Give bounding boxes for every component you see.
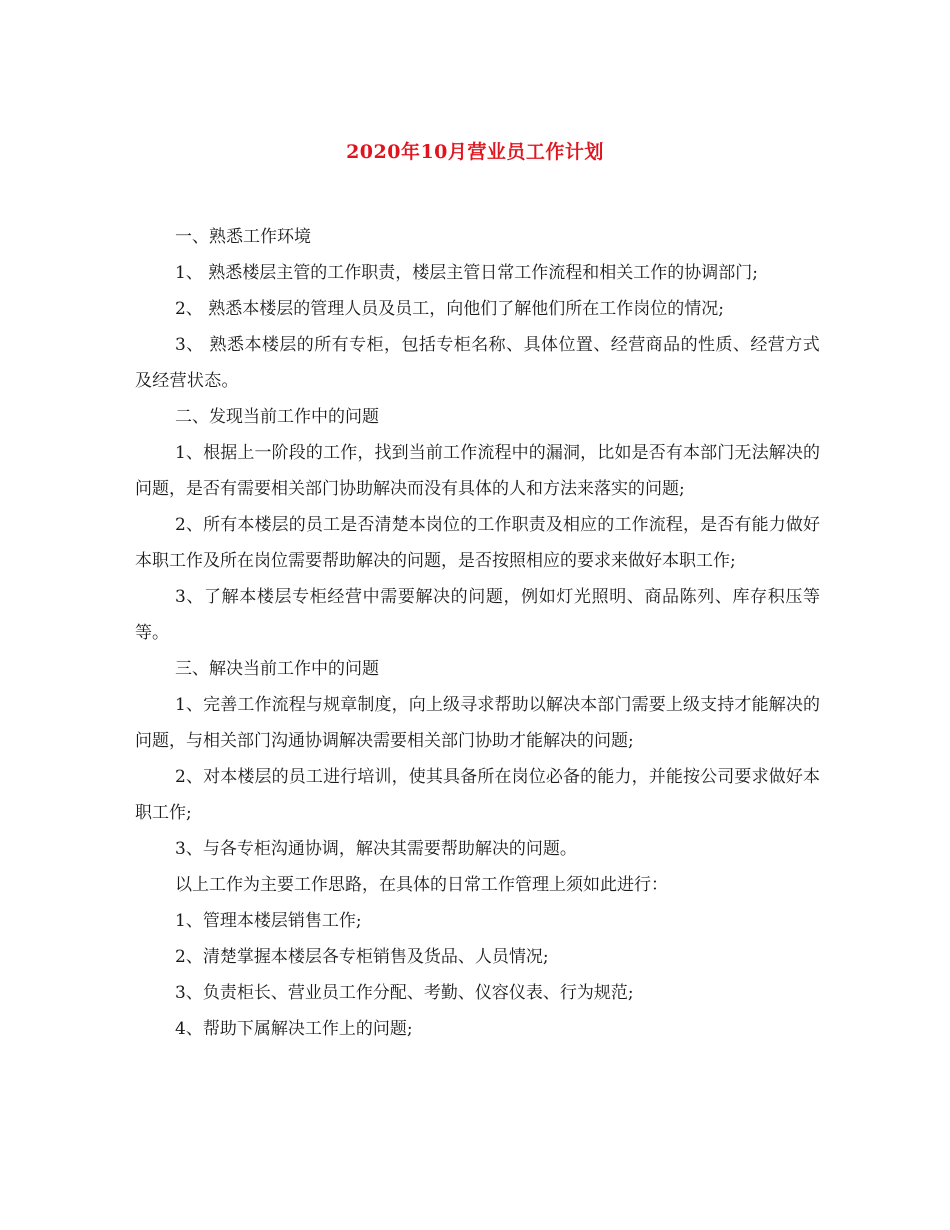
list-item: 3、负责柜长、营业员工作分配、考勤、仪容仪表、行为规范; xyxy=(175,983,634,1003)
list-item: 2、所有本楼层的员工是否清楚本岗位的工作职责及相应的工作流程，是否有能力做好本职工作及所在岗位需要帮助解决的问题，是否按照相应的要求来做好本职工作; xyxy=(135,515,820,571)
list-item: 2、对本楼层的员工进行培训，使其具备所在岗位必备的能力，并能按公司要求做好本职工作; xyxy=(135,767,820,823)
section-heading-3: 三、解决当前工作中的问题 xyxy=(175,659,379,679)
list-item: 3、 熟悉本楼层的所有专柜，包括专柜名称、具体位置、经营商品的性质、经营方式及经营状态。 xyxy=(135,335,820,391)
list-item: 1、完善工作流程与规章制度，向上级寻求帮助以解决本部门需要上级支持才能解决的问题，与相关部门沟通协调解决需要相关部门协助才能解决的问题; xyxy=(135,695,820,751)
list-item: 4、帮助下属解决工作上的问题; xyxy=(175,1019,413,1039)
list-item: 1、 熟悉楼层主管的工作职责，楼层主管日常工作流程和相关工作的协调部门; xyxy=(175,263,758,283)
document-title: 2020年10月营业员工作计划 xyxy=(346,141,604,163)
list-item: 3、了解本楼层专柜经营中需要解决的问题，例如灯光照明、商品陈列、库存积压等等。 xyxy=(135,587,820,643)
document-body xyxy=(135,219,820,1047)
summary-paragraph: 以上工作为主要工作思路，在具体的日常工作管理上须如此进行： xyxy=(175,875,668,895)
list-item: 2、 熟悉本楼层的管理人员及员工，向他们了解他们所在工作岗位的情况; xyxy=(175,299,724,319)
list-item: 1、根据上一阶段的工作，找到当前工作流程中的漏洞，比如是否有本部门无法解决的问题，是否有需要相关部门协助解决而没有具体的人和方法来落实的问题; xyxy=(135,443,820,499)
list-item: 1、管理本楼层销售工作; xyxy=(175,911,362,931)
list-item: 3、与各专柜沟通协调，解决其需要帮助解决的问题。 xyxy=(175,839,577,859)
section-heading-2: 二、发现当前工作中的问题 xyxy=(175,407,379,427)
section-heading-1: 一、熟悉工作环境 xyxy=(175,227,311,247)
list-item: 2、清楚掌握本楼层各专柜销售及货品、人员情况; xyxy=(175,947,549,967)
